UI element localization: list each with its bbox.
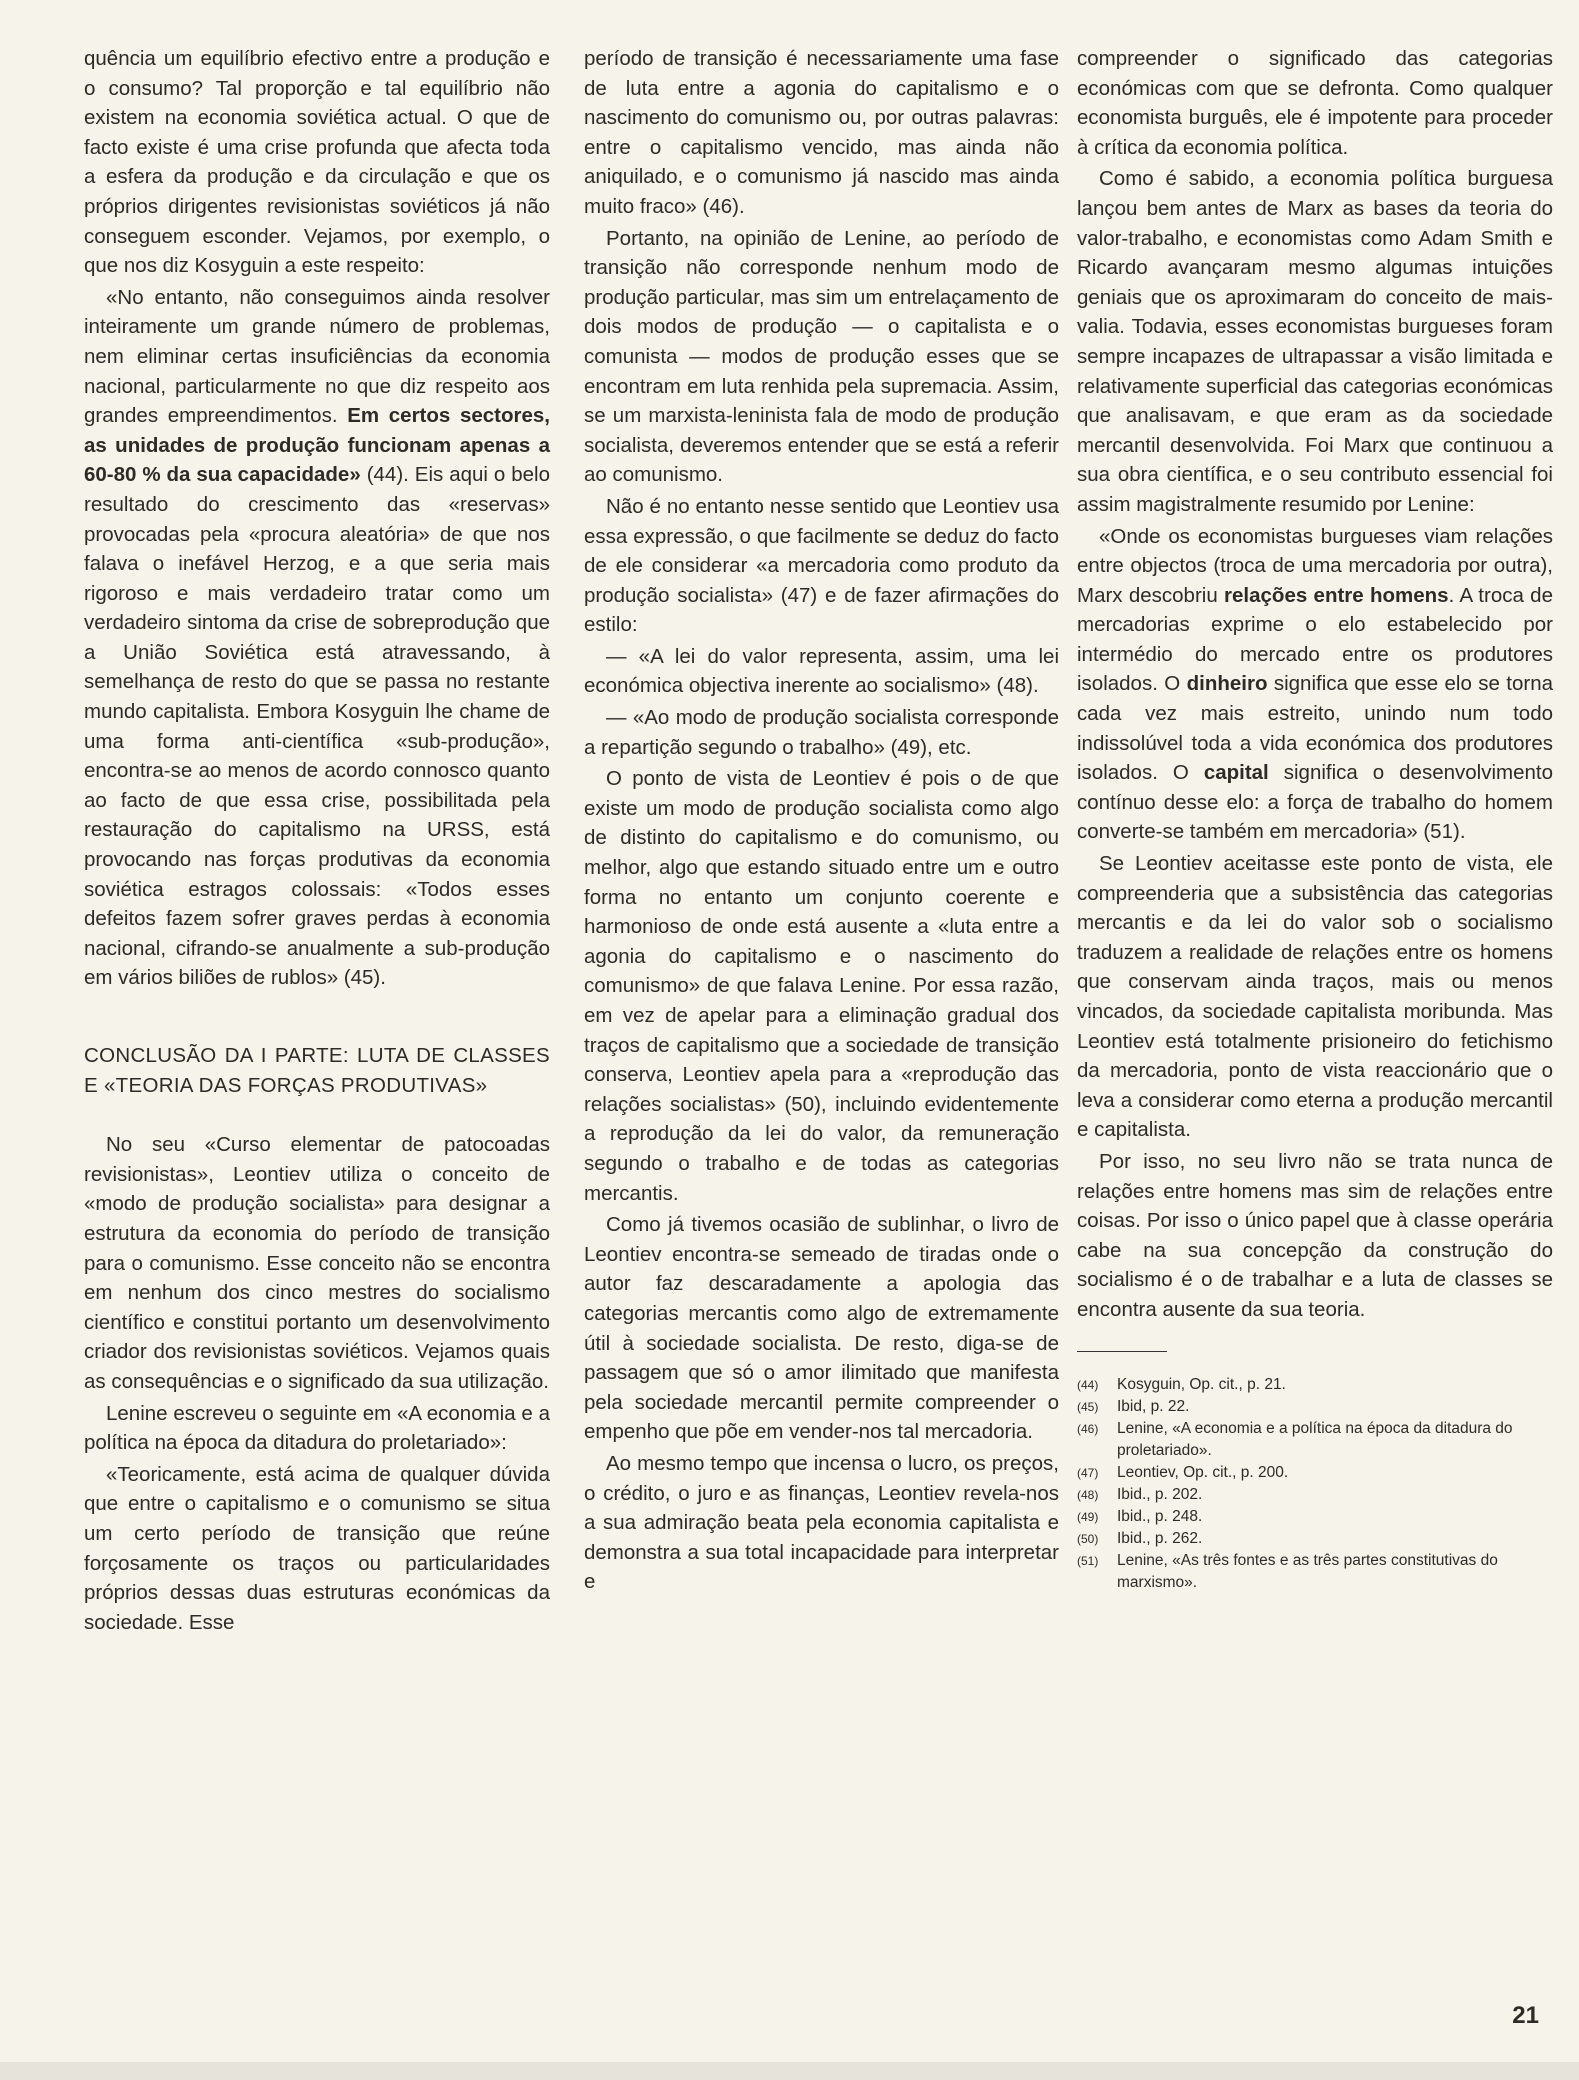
footnote-text: Lenine, «As três fontes e as três partes constitutivas do marxismo».: [1117, 1551, 1498, 1591]
col1-quote-lenine: «Teoricamente, está acima de qualquer dúvida que entre o capitalismo e o comunismo se situa um certo período de transição que reúne forçosamente os traços ou particularidades próprios dessas duas estruturas económicas da sociedade. Esse: [84, 1462, 550, 1634]
column-3: [1077, 44, 1553, 1594]
col2-para-6: Ao mesmo tempo que incensa o lucro, os preços, o crédito, o juro e as finanças, Leontiev revela-nos a sua admiração beata pela economia capitalista e demonstra a sua total incapacidade para interpretar e: [584, 1451, 1059, 1594]
footnote-46: [1077, 1418, 1553, 1462]
col1-para-3: Lenine escreveu o seguinte em «A economia e a política na época da ditadura do proletariado»:: [84, 1401, 550, 1455]
page-bottom-band: [0, 2062, 1579, 2080]
footnote-number: (51): [1077, 1553, 1099, 1568]
col2-para-2: Portanto, na opinião de Lenine, ao período de transição não corresponde nenhum modo de produção particular, mas sim um entrelaçamento de dois modos de produção — o capitalista e o comunista — modos de produção esses que se encontram em luta renhida pela supremacia. Assim, se um marxista-leninista fala de modo de produção socialista, deveremos entender que se está a referir ao comunismo.: [584, 226, 1059, 487]
footnote-number: (44): [1077, 1377, 1099, 1392]
col3-quote-part-d: significa o desenvolvimento contínuo desse elo: a força de trabalho do homem converte-se também em mercadoria» (51).: [1077, 761, 1553, 844]
col1-quote-kosyguin-bold: Em certos sectores, as unidades de produção funcionam apenas a 60-80 % da sua capacidade»: [84, 404, 550, 487]
col3-para-2: Como é sabido, a economia política burguesa lançou bem antes de Marx as bases da teoria do valor-trabalho, e economistas como Adam Smith e Ricardo avançaram mesmo algumas intuições geniais que os aproximaram do conceito de mais-valia. Todavia, esses economistas burgueses foram sempre incapazes de ultrapassar a visão limitada e relativamente superficial das categorias económicas que analisavam, e que eram as da sociedade mercantil desenvolvida. Foi Marx que continuou a sua obra científica, e o seu contributo essencial foi assim magistralmente resumido por Lenine:: [1077, 167, 1553, 516]
col3-quote-part-b: . A troca de mercadorias exprime o elo estabelecido por intermédio do mercado entre os produtores isolados. O: [1077, 583, 1553, 696]
col3-quote-part-c: significa que esse elo se torna cada vez mais estreito, unindo num todo indissolúvel toda a vida económica dos produtores isolados. O: [1077, 672, 1553, 785]
footnote-text: Ibid, p. 22.: [1117, 1397, 1190, 1415]
section-title: CONCLUSÃO DA I PARTE: LUTA DE CLASSES E «TEORIA DAS FORÇAS PRODUTIVAS»: [84, 1044, 550, 1097]
footnote-text: Lenine, «A economia e a política na época da ditadura do proletariado».: [1117, 1419, 1513, 1459]
col2-para-4: O ponto de vista de Leontiev é pois o de que existe um modo de produção socialista como algo de distinto do capitalismo e do comunismo, ou melhor, algo que estando situado entre um e outro forma no entanto um conjunto coerente e harmonioso de onde está ausente a «luta entre a agonia do capitalismo e o nascimento do comunismo» de que falava Lenine. Por essa razão, em vez de apelar para a eliminação gradual dos traços de capitalismo que a sociedade de transição conserva, Leontiev apela para a «reprodução das relações socialistas» (50), incluindo evidentemente a reprodução da lei do valor, da remuneração segundo o trabalho e de todas as categorias mercantis.: [584, 767, 1059, 1205]
footnote-text: Leontiev, Op. cit., p. 200.: [1117, 1463, 1289, 1481]
footnote-divider: [1077, 1351, 1167, 1352]
footnote-number: (45): [1077, 1399, 1099, 1414]
footnote-50: [1077, 1528, 1553, 1550]
col2-para-5: Como já tivemos ocasião de sublinhar, o livro de Leontiev encontra-se semeado de tiradas onde o autor faz descaradamente a apologia das categorias mercantis como algo de extremamente útil à sociedade socialista. De resto, diga-se de passagem que só o amor ilimitado que manifesta pela sociedade mercantil permite compreender o empenho que põe em vender-nos tal mercadoria.: [584, 1213, 1059, 1444]
column-1: [84, 44, 550, 1637]
col1-quote-kosyguin: [84, 283, 550, 993]
footnotes: [1077, 1351, 1553, 1594]
col1-para-2: No seu «Curso elementar de patocoadas revisionistas», Leontiev utiliza o conceito de «modo de produção socialista» para designar a estrutura da economia do período de transição para o comunismo. Esse conceito não se encontra em nenhum dos cinco mestres do socialismo científico e constitui portanto um desenvolvimento criador dos revisionistas soviéticos. Vejamos quais as consequências e o significado da sua utilização.: [84, 1133, 550, 1393]
col3-para-1: compreender o significado das categorias económicas com que se defronta. Como qualquer economista burguês, ele é impotente para proceder à crítica da economia política.: [1077, 47, 1553, 159]
col3-quote-lenine: [1077, 522, 1553, 848]
footnote-number: (50): [1077, 1531, 1099, 1546]
footnote-text: Kosyguin, Op. cit., p. 21.: [1117, 1375, 1286, 1393]
col2-para-3: Não é no entanto nesse sentido que Leontiev usa essa expressão, o que facilmente se deduz do facto de ele considerar «a mercadoria como produto da produção socialista» (47) e de fazer afirmações do estilo:: [584, 494, 1059, 637]
col3-quote-part-a: «Onde os economistas burgueses viam relações entre objectos (troca de uma mercadoria por outra), Marx descobriu: [1077, 524, 1553, 607]
col2-para-1: período de transição é necessariamente uma fase de luta entre a agonia do capitalismo e o nascimento do comunismo ou, por outras palavras: entre o capitalismo vencido, mas ainda não aniquilado, e o comunismo já nascido mas ainda muito fraco» (46).: [584, 47, 1059, 218]
col3-quote-bold-1: relações entre homens: [1224, 583, 1449, 607]
col3-para-3: Se Leontiev aceitasse este ponto de vista, ele compreenderia que a subsistência das categorias mercantis e da lei do valor sob o socialismo traduzem a realidade de relações entre os homens que conservam ainda traços, mais ou menos vincados, da sociedade capitalista moribunda. Mas Leontiev está totalmente prisioneiro do fetichismo da mercadoria, ponto de vista reaccionário que o leva a considerar como eterna a produção mercantil e capitalista.: [1077, 852, 1553, 1142]
col2-quote-2: — «Ao modo de produção socialista corresponde a repartição segundo o trabalho» (49), etc.: [584, 706, 1059, 759]
footnote-51: [1077, 1550, 1553, 1594]
page-number: 21: [1512, 2002, 1539, 2029]
col1-para-1: quência um equilíbrio efectivo entre a produção e o consumo? Tal proporção e tal equilíbrio não existem na economia soviética actual. O que de facto existe é uma crise profunda que afecta toda a esfera da produção e da circulação e que os próprios dirigentes revisionistas soviéticos já não conseguem esconder. Vejamos, por exemplo, o que nos diz Kosyguin a este respeito:: [84, 47, 550, 278]
col3-para-4: Por isso, no seu livro não se trata nunca de relações entre homens mas sim de relações entre coisas. Por isso o único papel que à classe operária cabe na sua concepção da construção do socialismo é o de trabalhar e a luta de classes se encontra ausente da sua teoria.: [1077, 1149, 1553, 1321]
col3-quote-bold-2: dinheiro: [1186, 672, 1268, 696]
footnote-number: (48): [1077, 1487, 1099, 1502]
footnote-text: Ibid., p. 248.: [1117, 1507, 1203, 1525]
footnote-number: (49): [1077, 1509, 1099, 1524]
footnote-45: [1077, 1396, 1553, 1418]
col1-quote-kosyguin-part-b: (44). Eis aqui o belo resultado do crescimento das «reservas» provocadas pela «procura aleatória» de que nos falava o inefável Herzog, e a que seria mais rigoroso e mais verdadeiro tratar como um verdadeiro sintoma da crise de sobreprodução que a União Soviética está atravessando, à semelhança de resto do que se passa no restante mundo capitalista. Embora Kosyguin lhe chame de uma forma anti-científica «sub-produção», encontra-se ao menos de acordo connosco quanto ao facto de que essa crise, possibilitada pela restauração do capitalismo na URSS, está provocando nas forças produtivas da economia soviética estragos colossais: «Todos esses defeitos fazem sofrer graves perdas à economia nacional, cifrando-se anualmente a sub-produção em vários biliões de rublos» (45).: [84, 463, 550, 990]
column-2: [584, 44, 1059, 1597]
footnote-text: Ibid., p. 262.: [1117, 1529, 1203, 1547]
footnote-number: (47): [1077, 1465, 1099, 1480]
footnote-49: [1077, 1506, 1553, 1528]
footnote-47: [1077, 1462, 1553, 1484]
col1-quote-kosyguin-part-a: «No entanto, não conseguimos ainda resolver inteiramente um grande número de problemas, nem eliminar certas insuficiências da economia nacional, particularmente no que diz respeito aos grandes empreendimentos.: [84, 285, 550, 428]
footnote-text: Ibid., p. 202.: [1117, 1485, 1203, 1503]
col2-quote-1: — «A lei do valor representa, assim, uma lei económica objectiva inerente ao socialismo» (48).: [584, 644, 1059, 698]
col3-quote-bold-3: capital: [1203, 761, 1269, 785]
footnote-48: [1077, 1484, 1553, 1506]
footnote-44: [1077, 1374, 1553, 1396]
footnote-number: (46): [1077, 1421, 1099, 1436]
